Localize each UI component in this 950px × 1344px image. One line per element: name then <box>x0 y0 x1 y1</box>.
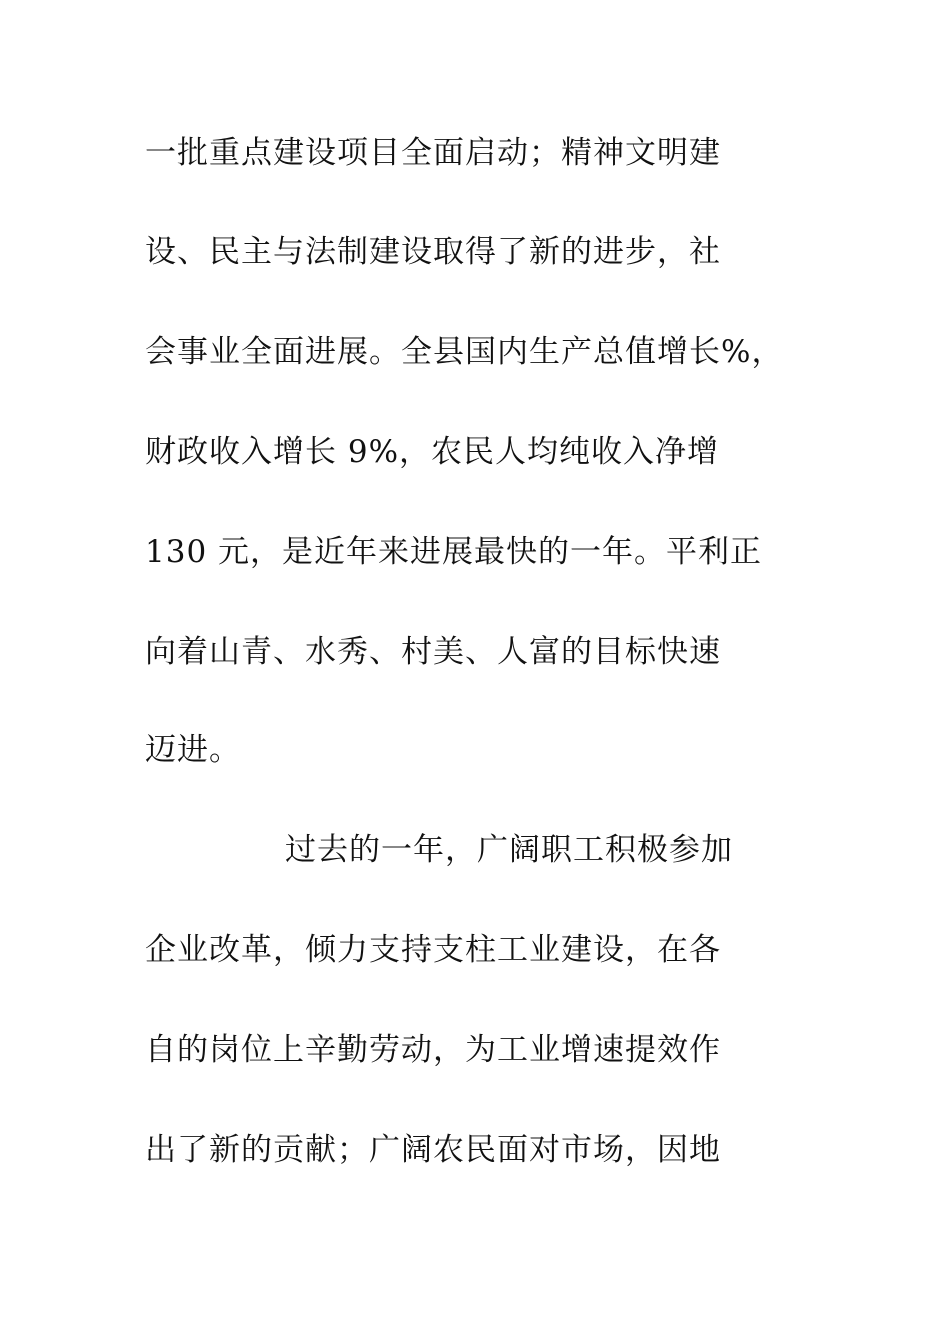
text-line-9: 企业改革，倾力支持支柱工业建设，在各 <box>145 932 721 968</box>
text-line-11: 出了新的贡献；广阔农民面对市场，因地 <box>145 1132 721 1168</box>
text-line-6: 向着山青、水秀、村美、人富的目标快速 <box>145 634 721 670</box>
text-line-10: 自的岗位上辛勤劳动，为工业增速提效作 <box>145 1032 721 1068</box>
text-line-5: 130 元，是近年来进展最快的一年。平利正 <box>145 534 763 570</box>
text-line-2: 设、民主与法制建设取得了新的进步，社 <box>145 234 721 270</box>
text-line-3: 会事业全面进展。全县国内生产总值增长%， <box>145 334 784 370</box>
text-line-7: 迈进。 <box>145 732 241 768</box>
text-line-1: 一批重点建设项目全面启动；精神文明建 <box>145 135 721 171</box>
text-line-4: 财政收入增长 9%，农民人均纯收入净增 <box>145 434 720 470</box>
paragraph-start-line: 过去的一年，广阔职工积极参加 <box>285 832 733 868</box>
